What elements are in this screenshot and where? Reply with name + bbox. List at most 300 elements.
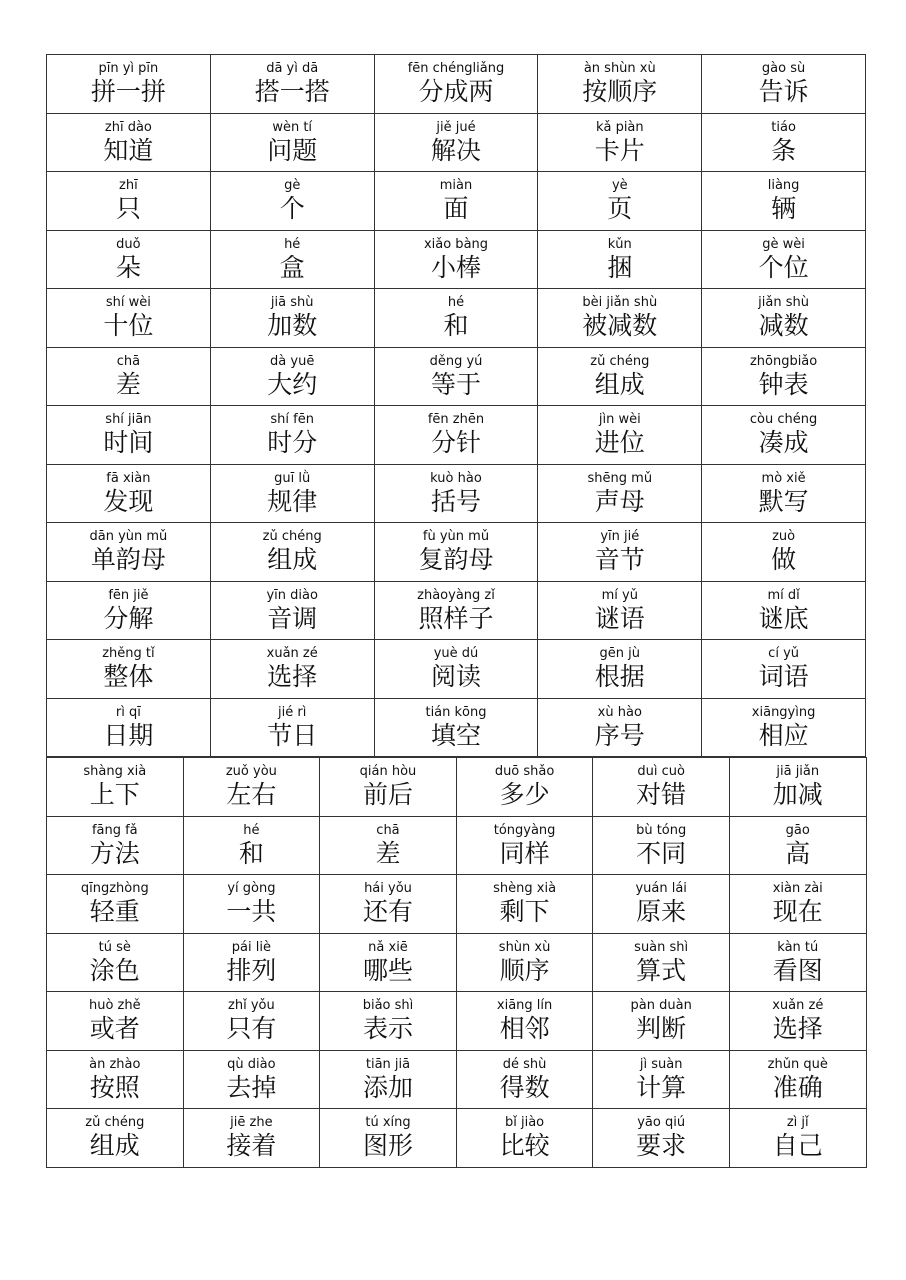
table-row (47, 1109, 867, 1168)
hanzi-word: 相邻 (499, 1014, 550, 1044)
pinyin-label: zhàoyàng zǐ (417, 587, 495, 603)
pinyin-label: bǐ jiào (505, 1115, 545, 1131)
word-cell (538, 113, 702, 172)
word-cell (210, 230, 374, 289)
hanzi-word: 分成两 (418, 77, 494, 107)
word-cell (456, 1050, 593, 1109)
word-cell (320, 933, 457, 992)
pinyin-label: chā (116, 353, 141, 369)
table-row (47, 875, 867, 934)
pinyin-label: zhī dào (104, 119, 152, 135)
word-cell (47, 406, 211, 465)
hanzi-word: 比较 (499, 1131, 550, 1161)
hanzi-word: 涂色 (89, 955, 140, 985)
word-cell (593, 816, 730, 875)
pinyin-label: miàn (439, 178, 473, 194)
hanzi-word: 减数 (758, 311, 809, 341)
hanzi-word: 朵 (115, 252, 141, 282)
pinyin-label: shí fēn (270, 412, 314, 428)
pinyin-label: zhǔn què (767, 1056, 828, 1072)
hanzi-word: 选择 (772, 1014, 823, 1044)
word-cell (210, 289, 374, 348)
hanzi-word: 填空 (430, 720, 481, 750)
pinyin-label: wèn tí (272, 119, 313, 135)
word-cell (702, 523, 866, 582)
word-cell (593, 1050, 730, 1109)
word-cell (538, 406, 702, 465)
pinyin-label: còu chéng (749, 412, 818, 428)
pinyin-label: gēn jù (599, 646, 641, 662)
hanzi-word: 同样 (499, 838, 550, 868)
word-cell (183, 875, 320, 934)
table-row (47, 172, 866, 231)
hanzi-word: 页 (607, 194, 633, 224)
hanzi-word: 或者 (89, 1014, 140, 1044)
word-cell (210, 698, 374, 757)
hanzi-word: 词语 (758, 662, 809, 692)
hanzi-word: 阅读 (430, 662, 481, 692)
table-row (47, 230, 866, 289)
hanzi-word: 告诉 (758, 77, 809, 107)
hanzi-word: 得数 (499, 1072, 550, 1102)
pinyin-label: jìn wèi (598, 412, 641, 428)
hanzi-word: 个 (279, 194, 305, 224)
pinyin-label: pīn yì pīn (98, 61, 159, 77)
table-row (47, 816, 867, 875)
word-cell (47, 523, 211, 582)
pinyin-label: shùn xù (498, 939, 551, 955)
word-cell (456, 816, 593, 875)
table-row (47, 113, 866, 172)
hanzi-word: 差 (115, 369, 141, 399)
table-row (47, 581, 866, 640)
table-row (47, 464, 866, 523)
hanzi-word: 判断 (636, 1014, 687, 1044)
pinyin-label: bèi jiǎn shù (582, 295, 658, 311)
pinyin-label: yè (611, 178, 628, 194)
word-cell (538, 289, 702, 348)
pinyin-label: zhěng tǐ (102, 646, 155, 662)
pinyin-label: hé (284, 236, 301, 252)
table-row (47, 406, 866, 465)
hanzi-word: 相应 (758, 720, 809, 750)
pinyin-label: yuán lái (635, 881, 687, 897)
hanzi-word: 准确 (772, 1072, 823, 1102)
hanzi-word: 捆 (607, 252, 633, 282)
word-cell (374, 230, 538, 289)
hanzi-word: 上下 (89, 780, 140, 810)
pinyin-label: shàng xià (83, 764, 147, 780)
pinyin-label: gè (284, 178, 301, 194)
pinyin-label: shēng mǔ (587, 470, 653, 486)
table-row (47, 347, 866, 406)
word-cell (538, 698, 702, 757)
pinyin-label: děng yú (429, 353, 483, 369)
hanzi-word: 顺序 (499, 955, 550, 985)
word-cell (210, 347, 374, 406)
hanzi-word: 接着 (226, 1131, 277, 1161)
hanzi-word: 排列 (226, 955, 277, 985)
hanzi-word: 凑成 (758, 428, 809, 458)
word-cell (47, 230, 211, 289)
hanzi-word: 解决 (430, 135, 481, 165)
pinyin-label: duì cuò (637, 764, 685, 780)
word-cell (729, 992, 866, 1051)
hanzi-word: 加数 (267, 311, 318, 341)
hanzi-word: 只有 (226, 1014, 277, 1044)
word-cell (47, 581, 211, 640)
word-cell (47, 875, 184, 934)
pinyin-label: tú xíng (365, 1115, 411, 1131)
pinyin-label: mò xiě (761, 470, 806, 486)
pinyin-label: dé shù (502, 1056, 547, 1072)
table-row (47, 1050, 867, 1109)
word-cell (374, 464, 538, 523)
pinyin-label: yuè dú (433, 646, 479, 662)
hanzi-word: 剩下 (499, 897, 550, 927)
word-cell (702, 581, 866, 640)
hanzi-word: 复韵母 (418, 545, 494, 575)
pinyin-label: zuò (772, 529, 796, 545)
hanzi-word: 不同 (636, 838, 687, 868)
hanzi-word: 计算 (636, 1072, 687, 1102)
pinyin-label: hái yǒu (364, 881, 412, 897)
hanzi-word: 多少 (499, 780, 550, 810)
pinyin-label: tú sè (98, 939, 131, 955)
hanzi-word: 谜语 (594, 603, 645, 633)
word-cell (374, 406, 538, 465)
pinyin-label: xuǎn zé (266, 646, 318, 662)
pinyin-label: tiān jiā (365, 1056, 411, 1072)
pinyin-label: yīn diào (266, 587, 318, 603)
hanzi-word: 拼一拼 (90, 77, 166, 107)
hanzi-word: 单韵母 (90, 545, 166, 575)
word-cell (47, 933, 184, 992)
hanzi-word: 卡片 (594, 135, 645, 165)
hanzi-word: 算式 (636, 955, 687, 985)
pinyin-label: jiǎn shù (758, 295, 809, 311)
word-cell (210, 172, 374, 231)
pinyin-label: àn shùn xù (583, 61, 656, 77)
word-cell (729, 933, 866, 992)
table-row (47, 758, 867, 817)
hanzi-word: 小棒 (430, 252, 481, 282)
hanzi-word: 看图 (772, 955, 823, 985)
pinyin-label: rì qī (115, 704, 141, 720)
pinyin-label: zǔ chéng (262, 529, 322, 545)
pinyin-label: gāo (785, 822, 810, 838)
hanzi-word: 问题 (267, 135, 318, 165)
vocabulary-table-bottom (46, 757, 867, 1168)
word-cell (374, 523, 538, 582)
hanzi-word: 十位 (103, 311, 154, 341)
word-cell (320, 875, 457, 934)
word-cell (210, 464, 374, 523)
hanzi-word: 按顺序 (582, 77, 658, 107)
hanzi-word: 发现 (103, 486, 154, 516)
pinyin-label: huò zhě (88, 998, 141, 1014)
pinyin-label: cí yǔ (768, 646, 799, 662)
word-cell (538, 640, 702, 699)
hanzi-word: 图形 (362, 1131, 413, 1161)
pinyin-label: zǔ chéng (590, 353, 650, 369)
hanzi-word: 声母 (594, 486, 645, 516)
pinyin-label: yīn jié (600, 529, 640, 545)
word-cell (593, 875, 730, 934)
hanzi-word: 音节 (594, 545, 645, 575)
pinyin-label: kàn tú (777, 939, 819, 955)
word-cell (183, 816, 320, 875)
pinyin-label: jiē zhe (230, 1115, 273, 1131)
hanzi-word: 方法 (89, 838, 140, 868)
pinyin-label: zhōngbiǎo (749, 353, 818, 369)
word-cell (210, 640, 374, 699)
hanzi-word: 规律 (267, 486, 318, 516)
hanzi-word: 日期 (103, 720, 154, 750)
word-cell (593, 1109, 730, 1168)
pinyin-label: shí wèi (105, 295, 151, 311)
table-row (47, 698, 866, 757)
table-row (47, 992, 867, 1051)
hanzi-word: 大约 (267, 369, 318, 399)
pinyin-label: xù hào (597, 704, 642, 720)
hanzi-word: 钟表 (758, 369, 809, 399)
pinyin-label: fāng fǎ (91, 822, 138, 838)
word-cell (538, 464, 702, 523)
word-cell (702, 55, 866, 114)
word-cell (47, 758, 184, 817)
hanzi-word: 面 (443, 194, 469, 224)
word-cell (374, 289, 538, 348)
hanzi-word: 还有 (362, 897, 413, 927)
hanzi-word: 去掉 (226, 1072, 277, 1102)
pinyin-label: pái liè (231, 939, 271, 955)
pinyin-label: fù yùn mǔ (422, 529, 490, 545)
pinyin-label: shèng xià (493, 881, 557, 897)
pinyin-label: suàn shì (634, 939, 689, 955)
word-cell (456, 933, 593, 992)
hanzi-word: 分针 (430, 428, 481, 458)
hanzi-word: 和 (443, 311, 469, 341)
pinyin-label: hé (447, 295, 465, 311)
hanzi-word: 添加 (362, 1072, 413, 1102)
word-cell (183, 1109, 320, 1168)
pinyin-label: bù tóng (636, 822, 687, 838)
word-cell (374, 698, 538, 757)
word-cell (538, 347, 702, 406)
word-cell (320, 1109, 457, 1168)
word-cell (456, 992, 593, 1051)
pinyin-label: xuǎn zé (772, 998, 824, 1014)
word-cell (374, 581, 538, 640)
hanzi-word: 和 (238, 838, 264, 868)
word-cell (702, 172, 866, 231)
table-row (47, 55, 866, 114)
word-cell (538, 55, 702, 114)
hanzi-word: 选择 (267, 662, 318, 692)
word-cell (702, 289, 866, 348)
pinyin-label: jié rì (278, 704, 307, 720)
pinyin-label: tóngyàng (493, 822, 556, 838)
word-cell (320, 992, 457, 1051)
hanzi-word: 分解 (103, 603, 154, 633)
pinyin-label: duō shǎo (494, 764, 555, 780)
pinyin-label: chā (376, 822, 400, 838)
word-cell (47, 289, 211, 348)
hanzi-word: 整体 (103, 662, 154, 692)
pinyin-label: fēn chéngliǎng (407, 61, 505, 77)
word-cell (729, 875, 866, 934)
pinyin-label: zì jǐ (786, 1115, 809, 1131)
hanzi-word: 等于 (430, 369, 481, 399)
word-cell (210, 55, 374, 114)
hanzi-word: 自己 (772, 1131, 823, 1161)
word-cell (456, 1109, 593, 1168)
pinyin-label: dà yuē (270, 353, 315, 369)
pinyin-label: fēn zhēn (427, 412, 485, 428)
word-cell (538, 230, 702, 289)
pinyin-label: kuò hào (430, 470, 482, 486)
hanzi-word: 组成 (89, 1131, 140, 1161)
pinyin-label: nǎ xiē (368, 939, 408, 955)
pinyin-label: zuǒ yòu (225, 764, 277, 780)
word-cell (374, 172, 538, 231)
pinyin-label: guī lǜ (274, 470, 311, 486)
pinyin-label: jiā jiǎn (776, 764, 820, 780)
hanzi-word: 对错 (636, 780, 687, 810)
pinyin-label: hé (243, 822, 260, 838)
word-cell (47, 1109, 184, 1168)
pinyin-label: xiāng lín (496, 998, 553, 1014)
word-cell (702, 464, 866, 523)
word-cell (729, 816, 866, 875)
word-cell (538, 172, 702, 231)
hanzi-word: 一共 (226, 897, 277, 927)
hanzi-word: 高 (785, 838, 811, 868)
word-cell (47, 55, 211, 114)
hanzi-word: 加减 (772, 780, 823, 810)
word-cell (183, 992, 320, 1051)
table-row (47, 640, 866, 699)
hanzi-word: 盒 (279, 252, 305, 282)
hanzi-word: 组成 (267, 545, 318, 575)
hanzi-word: 谜底 (758, 603, 809, 633)
word-cell (456, 758, 593, 817)
pinyin-label: xiāngyìng (751, 704, 816, 720)
word-cell (210, 523, 374, 582)
table-row (47, 523, 866, 582)
word-cell (47, 1050, 184, 1109)
word-cell (702, 113, 866, 172)
pinyin-label: yí gòng (227, 881, 276, 897)
hanzi-word: 要求 (636, 1131, 687, 1161)
pinyin-label: fēn jiě (108, 587, 149, 603)
word-cell (702, 698, 866, 757)
word-cell (320, 1050, 457, 1109)
word-cell (47, 640, 211, 699)
word-cell (729, 1050, 866, 1109)
word-cell (183, 933, 320, 992)
hanzi-word: 被减数 (582, 311, 658, 341)
hanzi-word: 默写 (758, 486, 809, 516)
word-cell (210, 113, 374, 172)
pinyin-label: jì suàn (639, 1056, 683, 1072)
hanzi-word: 音调 (267, 603, 318, 633)
pinyin-label: xiǎo bàng (423, 236, 489, 252)
hanzi-word: 差 (375, 838, 401, 868)
pinyin-label: kǔn (607, 236, 632, 252)
word-cell (374, 347, 538, 406)
hanzi-word: 现在 (772, 897, 823, 927)
word-cell (702, 347, 866, 406)
pinyin-label: dān yùn mǔ (89, 529, 168, 545)
word-cell (320, 816, 457, 875)
word-cell (702, 640, 866, 699)
word-cell (593, 933, 730, 992)
hanzi-word: 时间 (103, 428, 154, 458)
word-cell (702, 406, 866, 465)
word-cell (374, 640, 538, 699)
word-cell (456, 875, 593, 934)
pinyin-label: tián kōng (425, 704, 487, 720)
hanzi-word: 做 (771, 545, 797, 575)
hanzi-word: 进位 (594, 428, 645, 458)
vocabulary-table-top (46, 54, 866, 757)
pinyin-label: biǎo shì (362, 998, 414, 1014)
hanzi-word: 左右 (226, 780, 277, 810)
hanzi-word: 照样子 (418, 603, 494, 633)
pinyin-label: mí yǔ (601, 587, 638, 603)
pinyin-label: jiě jué (436, 119, 476, 135)
pinyin-label: duǒ (116, 236, 141, 252)
hanzi-word: 序号 (594, 720, 645, 750)
pinyin-label: qù diào (227, 1056, 276, 1072)
hanzi-word: 时分 (267, 428, 318, 458)
word-cell (538, 581, 702, 640)
pinyin-label: zhǐ yǒu (228, 998, 275, 1014)
hanzi-word: 搭一搭 (254, 77, 330, 107)
hanzi-word: 根据 (594, 662, 645, 692)
word-cell (47, 698, 211, 757)
pinyin-label: shí jiān (105, 412, 152, 428)
word-cell (47, 347, 211, 406)
pinyin-label: pàn duàn (630, 998, 692, 1014)
pinyin-label: gào sù (761, 61, 806, 77)
hanzi-word: 知道 (103, 135, 154, 165)
hanzi-word: 表示 (362, 1014, 413, 1044)
pinyin-label: dā yì dā (266, 61, 319, 77)
word-cell (47, 816, 184, 875)
table-row (47, 289, 866, 348)
pinyin-label: xiàn zài (772, 881, 823, 897)
pinyin-label: gè wèi (762, 236, 805, 252)
pinyin-label: zhī (119, 178, 138, 194)
word-cell (210, 406, 374, 465)
pinyin-label: yāo qiú (637, 1115, 686, 1131)
word-cell (47, 992, 184, 1051)
word-cell (47, 464, 211, 523)
word-cell (47, 172, 211, 231)
word-cell (729, 1109, 866, 1168)
pinyin-label: liàng (767, 178, 800, 194)
hanzi-word: 前后 (362, 780, 413, 810)
pinyin-label: mí dǐ (767, 587, 800, 603)
hanzi-word: 条 (771, 135, 797, 165)
hanzi-word: 哪些 (362, 955, 413, 985)
pinyin-label: kǎ piàn (595, 119, 644, 135)
hanzi-word: 个位 (758, 252, 809, 282)
hanzi-word: 组成 (594, 369, 645, 399)
